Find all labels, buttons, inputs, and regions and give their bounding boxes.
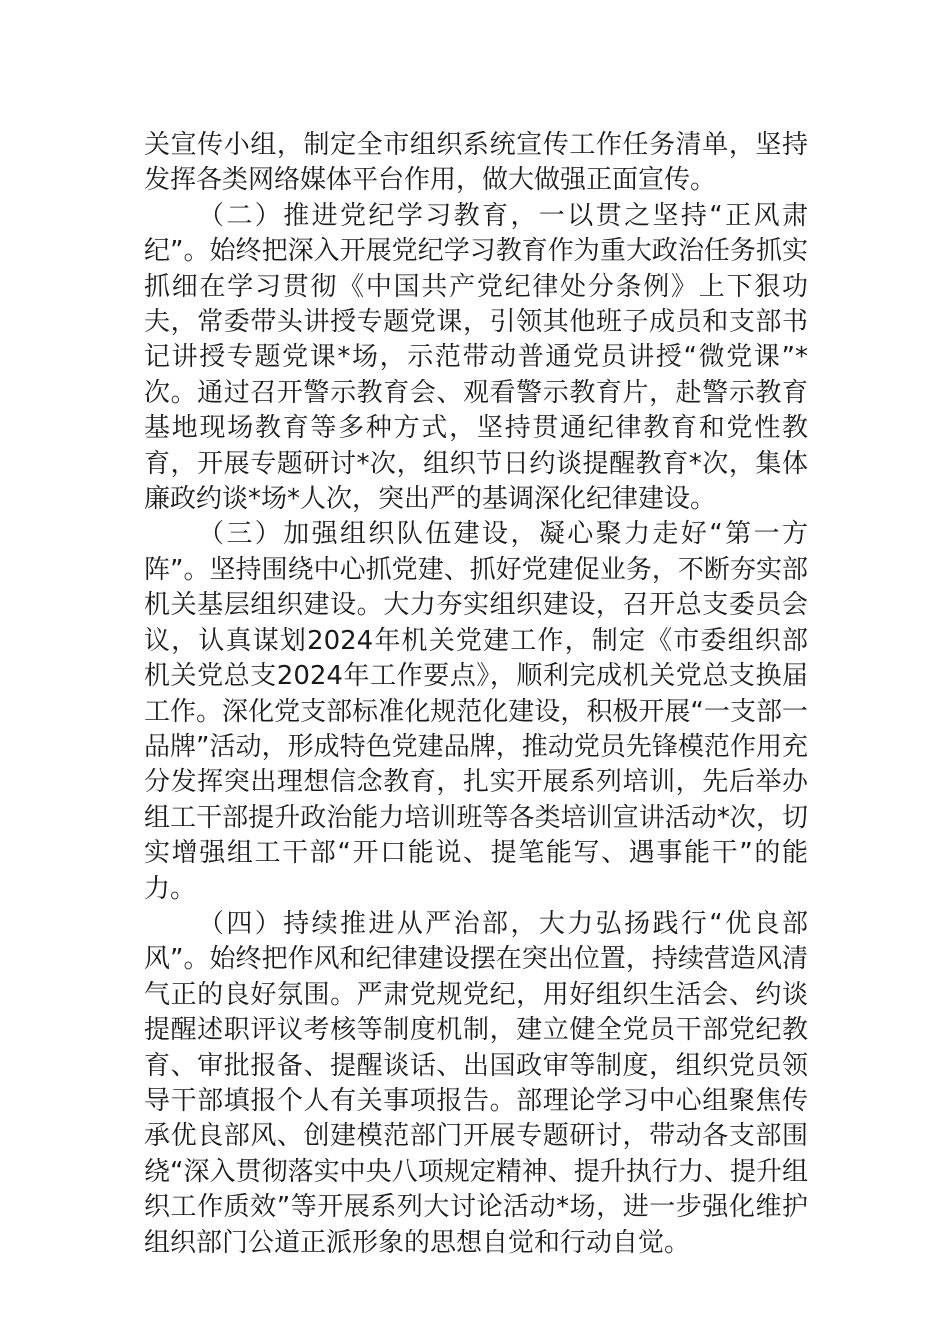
paragraph-text: 始终把深入开展党纪学习教育作为重大政治任务抓实抓细在学习贯彻《中国共产党纪律处分条例》上下狠功夫，常委带头讲授专题党课，引领其他班子成员和支部书记讲授专题党课*场，示范带动普通党员讲授“微党课”*次。通过召开警示教育会、观看警示教育片，赴警示教育基地现场教育等多种方式，坚持贯通纪律教育和党性教育，开展专题研讨*次，组织节日约谈提醒教育*次，集体廉政约谈*场*人次，突出严的基调深化纪律建设。 — [144, 236, 808, 515]
paragraph-section-4 — [144, 907, 808, 1261]
paragraph-text: 关宣传小组，制定全市组织系统宣传工作任务清单，坚持发挥各类网络媒体平台作用，做大做强正面宣传。 — [144, 130, 808, 196]
document-body — [144, 128, 808, 1261]
paragraph-section-2 — [144, 199, 808, 518]
paragraph-text: 坚持围绕中心抓党建、抓好党建促业务，不断夯实部机关基层组织建设。大力夯实组织建设，召开总支委员会议，认真谋划2024年机关党建工作，制定《市委组织部机关党总支2024年工作要点》，顺利完成机关党总支换届工作。深化党支部标准化规范化建设，积极开展“一支部一品牌”活动，形成特色党建品牌，推动党员先锋模范作用充分发挥突出理想信念教育，扎实开展系列培训，先后举办组工干部提升政治能力培训班等各类培训宣讲活动*次，切实增强组工干部“开口能说、提笔能写、遇事能干”的能力。 — [144, 554, 808, 904]
section-heading: （三）加强组织队伍建设，凝心聚力走好“第一方阵”。 — [144, 519, 808, 585]
section-heading: （四）持续推进从严治部，大力弘扬践行“优良部风”。 — [144, 908, 808, 975]
section-heading: （二）推进党纪学习教育，一以贯之坚持“正风肃纪”。 — [144, 200, 808, 267]
paragraph-text: 始终把作风和纪律建设摆在突出位置，持续营造风清气正的良好氛围。严肃党规党纪，用好组织生活会、约谈提醒述职评议考核等制度机制，建立健全党员干部党纪教育、审批报备、提醒谈话、出国政审等制度，组织党员领导干部填报个人有关事项报告。部理论学习中心组聚焦传承优良部风、创建模范部门开展专题研讨，带动各支部围绕“深入贯彻落实中央八项规定精神、提升执行力、提升组织工作质效”等开展系列大讨论活动*场，进一步强化维护组织部门公道正派形象的思想自觉和行动自觉。 — [144, 944, 808, 1258]
paragraph-continuation — [144, 128, 808, 199]
paragraph-section-3 — [144, 517, 808, 906]
